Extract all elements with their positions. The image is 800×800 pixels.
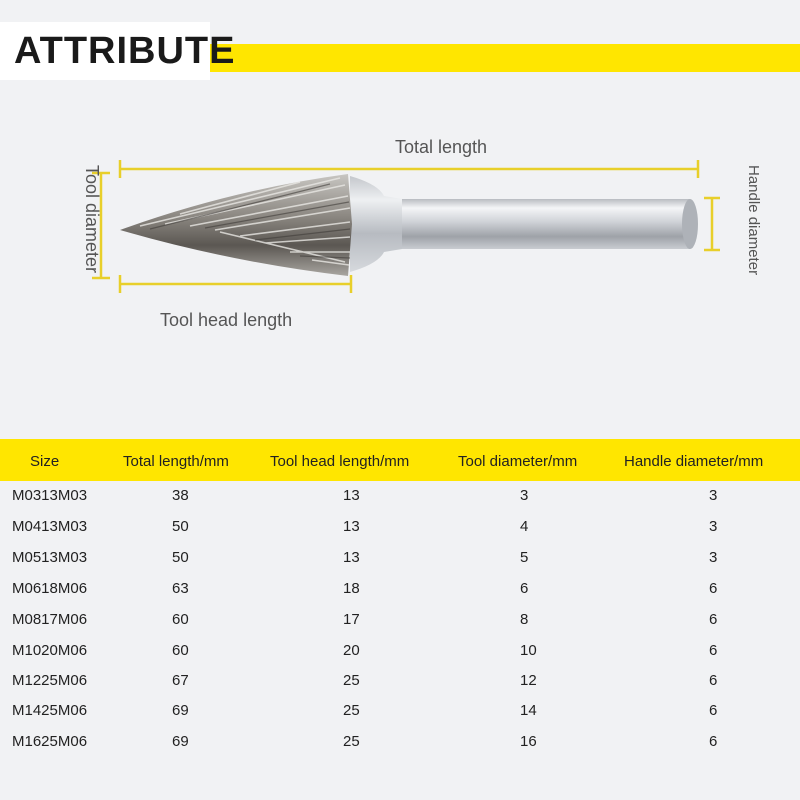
cell-total-length: 50: [172, 518, 189, 535]
cell-handle-diameter: 6: [709, 611, 718, 628]
cell-tool-head-length: 18: [343, 580, 360, 597]
page-title: ATTRIBUTE: [14, 30, 236, 72]
cell-tool-head-length: 25: [343, 672, 360, 689]
cell-tool-head-length: 20: [343, 642, 360, 659]
cell-total-length: 63: [172, 580, 189, 597]
cell-handle-diameter: 3: [709, 549, 718, 566]
table-row: [0, 574, 800, 604]
cell-total-length: 60: [172, 642, 189, 659]
cell-total-length: 38: [172, 487, 189, 504]
tool-head-length-dimension: [120, 275, 351, 293]
cell-tool-diameter: 12: [520, 672, 537, 689]
cell-tool-diameter: 10: [520, 642, 537, 659]
cell-handle-diameter: 3: [709, 487, 718, 504]
column-header-size: Size: [30, 453, 60, 470]
table-row: [0, 481, 800, 511]
table-row: [0, 666, 800, 696]
column-header-tool-head-length: Tool head length/mm: [270, 453, 410, 470]
cell-tool-diameter: 16: [520, 733, 537, 750]
tool-diameter-label: Tool diameter: [82, 165, 102, 274]
cell-tool-diameter: 8: [520, 611, 529, 628]
cell-handle-diameter: 6: [709, 702, 718, 719]
cell-size: M0817M06: [12, 611, 88, 628]
total-length-label: Total length: [395, 137, 488, 157]
tool-head: [120, 174, 352, 276]
handle-diameter-label: Handle diameter: [745, 165, 762, 276]
table-row: [0, 696, 800, 726]
cell-size: M1425M06: [12, 702, 88, 719]
cell-total-length: 50: [172, 549, 189, 566]
cell-handle-diameter: 6: [709, 642, 718, 659]
cell-size: M1625M06: [12, 733, 88, 750]
table-row: [0, 605, 800, 635]
table-row: [0, 727, 800, 757]
tool-head-length-label: Tool head length: [160, 310, 293, 330]
tool-shank: [400, 199, 698, 249]
cell-tool-diameter: 3: [520, 487, 529, 504]
cell-tool-head-length: 13: [343, 549, 360, 566]
cell-size: M0413M03: [12, 518, 88, 535]
cell-handle-diameter: 6: [709, 733, 718, 750]
handle-diameter-dimension: [704, 198, 720, 250]
cell-total-length: 67: [172, 672, 189, 689]
column-header-tool-diameter: Tool diameter/mm: [458, 453, 578, 470]
tool-diameter-label-wrap: [82, 165, 102, 295]
cell-tool-head-length: 25: [343, 702, 360, 719]
cell-handle-diameter: 6: [709, 672, 718, 689]
tool-neck: [350, 176, 402, 272]
cell-tool-diameter: 14: [520, 702, 537, 719]
cell-tool-diameter: 5: [520, 549, 529, 566]
handle-diameter-label-wrap: [744, 165, 764, 295]
cell-total-length: 60: [172, 611, 189, 628]
table-row: [0, 543, 800, 573]
cell-tool-diameter: 4: [520, 518, 529, 535]
cell-handle-diameter: 6: [709, 580, 718, 597]
cell-size: M0313M03: [12, 487, 88, 504]
cell-size: M0618M06: [12, 580, 88, 597]
cell-tool-head-length: 25: [343, 733, 360, 750]
column-header-handle-diameter: Handle diameter/mm: [624, 453, 764, 470]
cell-size: M0513M03: [12, 549, 88, 566]
cell-size: M1020M06: [12, 642, 88, 659]
cell-tool-head-length: 17: [343, 611, 360, 628]
table-row: [0, 512, 800, 542]
cell-tool-head-length: 13: [343, 518, 360, 535]
cell-total-length: 69: [172, 702, 189, 719]
cell-tool-diameter: 6: [520, 580, 529, 597]
total-length-dimension: [120, 160, 698, 178]
table-row: [0, 636, 800, 666]
column-header-total-length: Total length/mm: [123, 453, 229, 470]
cell-total-length: 69: [172, 733, 189, 750]
cell-handle-diameter: 3: [709, 518, 718, 535]
cell-tool-head-length: 13: [343, 487, 360, 504]
cell-size: M1225M06: [12, 672, 88, 689]
